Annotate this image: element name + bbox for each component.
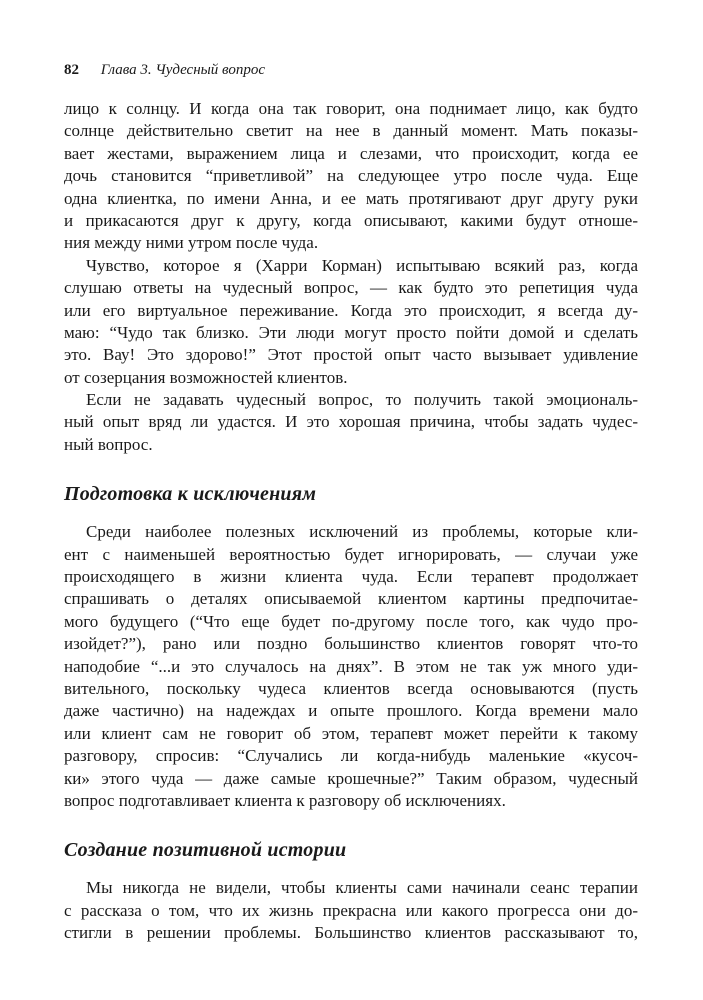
- text-line: мого будущего (“Что еще будет по-другому после того, как чудо про-: [64, 611, 638, 631]
- text-line: и прикасаются друг к другу, когда описывают, какими будут отноше-: [64, 210, 638, 230]
- chapter-title: Глава 3. Чудесный вопрос: [100, 62, 266, 78]
- text-line: изойдет?”), рано или поздно большинство клиентов говорят что-то: [64, 634, 638, 654]
- text-line: наподобие “...и это случалось на днях”. В этом не так уж много уди-: [64, 656, 638, 676]
- text-line: Среди наиболее полезных исключений из проблемы, которые кли-: [86, 522, 638, 542]
- text-line: ный опыт вряд ли удастся. И это хорошая причина, чтобы задать чудес-: [64, 412, 638, 432]
- text-line: с рассказа о том, что их жизнь прекрасна или какого прогресса они до-: [64, 900, 638, 920]
- text-line: слушаю ответы на чудесный вопрос, — как будто это репетиция чуда: [64, 278, 638, 298]
- section-heading: Подготовка к исключениям: [64, 483, 317, 506]
- text-line: солнце действительно светит на нее в данный момент. Мать показы-: [64, 121, 638, 141]
- text-line: Мы никогда не видели, чтобы клиенты сами начинали сеанс терапии: [86, 878, 638, 898]
- paragraph: [64, 521, 638, 812]
- text-line: вительного, поскольку чудеса клиентов всегда основываются (пусть: [64, 678, 638, 698]
- paragraph: [64, 389, 638, 456]
- text-line: вопрос подготавливает клиента к разговору об исключениях.: [64, 790, 506, 810]
- text-line: маю: “Чудо так близко. Эти люди могут просто пойти домой и сделать: [64, 322, 638, 342]
- text-line: разговору, спросив: “Случались ли когда-нибудь маленькие «кусоч-: [64, 746, 638, 766]
- text-line: одна клиентка, по имени Анна, и ее мать протягивают друг другу руки: [64, 188, 638, 208]
- paragraph: [64, 877, 638, 944]
- text-line: Чувство, которое я (Харри Корман) испытываю всякий раз, когда: [86, 255, 638, 275]
- text-line: ный вопрос.: [64, 434, 153, 454]
- text-line: ки» этого чуда — даже самые крошечные?” Таким образом, чудесный: [64, 768, 638, 788]
- paragraph: [64, 255, 638, 389]
- text-line: даже частично) на надеждах и опыте прошлого. Когда времени мало: [64, 701, 638, 721]
- body-text: [64, 98, 638, 945]
- book-page: [64, 60, 638, 945]
- text-line: происходящего в жизни клиента чуда. Если терапевт продолжает: [64, 567, 638, 587]
- text-line: или его виртуальное переживание. Когда это происходит, я всегда ду-: [64, 300, 638, 320]
- text-line: вает жестами, выражением лица и слезами, что происходит, когда ее: [64, 143, 638, 163]
- text-line: лицо к солнцу. И когда она так говорит, она поднимает лицо, как будто: [64, 99, 638, 118]
- page-number: 82: [64, 62, 79, 78]
- section-heading: Создание позитивной истории: [64, 839, 347, 862]
- text-line: ния между ними утром после чуда.: [64, 233, 319, 253]
- text-line: или клиент сам не говорит об этом, терапевт может перейти к такому: [64, 723, 638, 743]
- text-line: стигли в решении проблемы. Большинство клиентов рассказывают то,: [64, 923, 638, 943]
- paragraph: [64, 98, 638, 255]
- running-head: [64, 60, 638, 80]
- text-line: ент с наименьшей вероятностью будет игнорировать, — случаи уже: [64, 544, 638, 564]
- text-line: спрашивать о деталях описываемой клиентом картины предпочитае-: [64, 589, 638, 609]
- text-line: дочь становится “приветливой” на следующее утро после чуда. Еще: [64, 166, 638, 186]
- text-line: это. Вау! Это здорово!” Этот простой опыт часто вызывает удивление: [64, 345, 638, 365]
- text-line: Если не задавать чудесный вопрос, то получить такой эмоциональ-: [86, 390, 638, 410]
- text-line: от созерцания возможностей клиентов.: [64, 367, 348, 387]
